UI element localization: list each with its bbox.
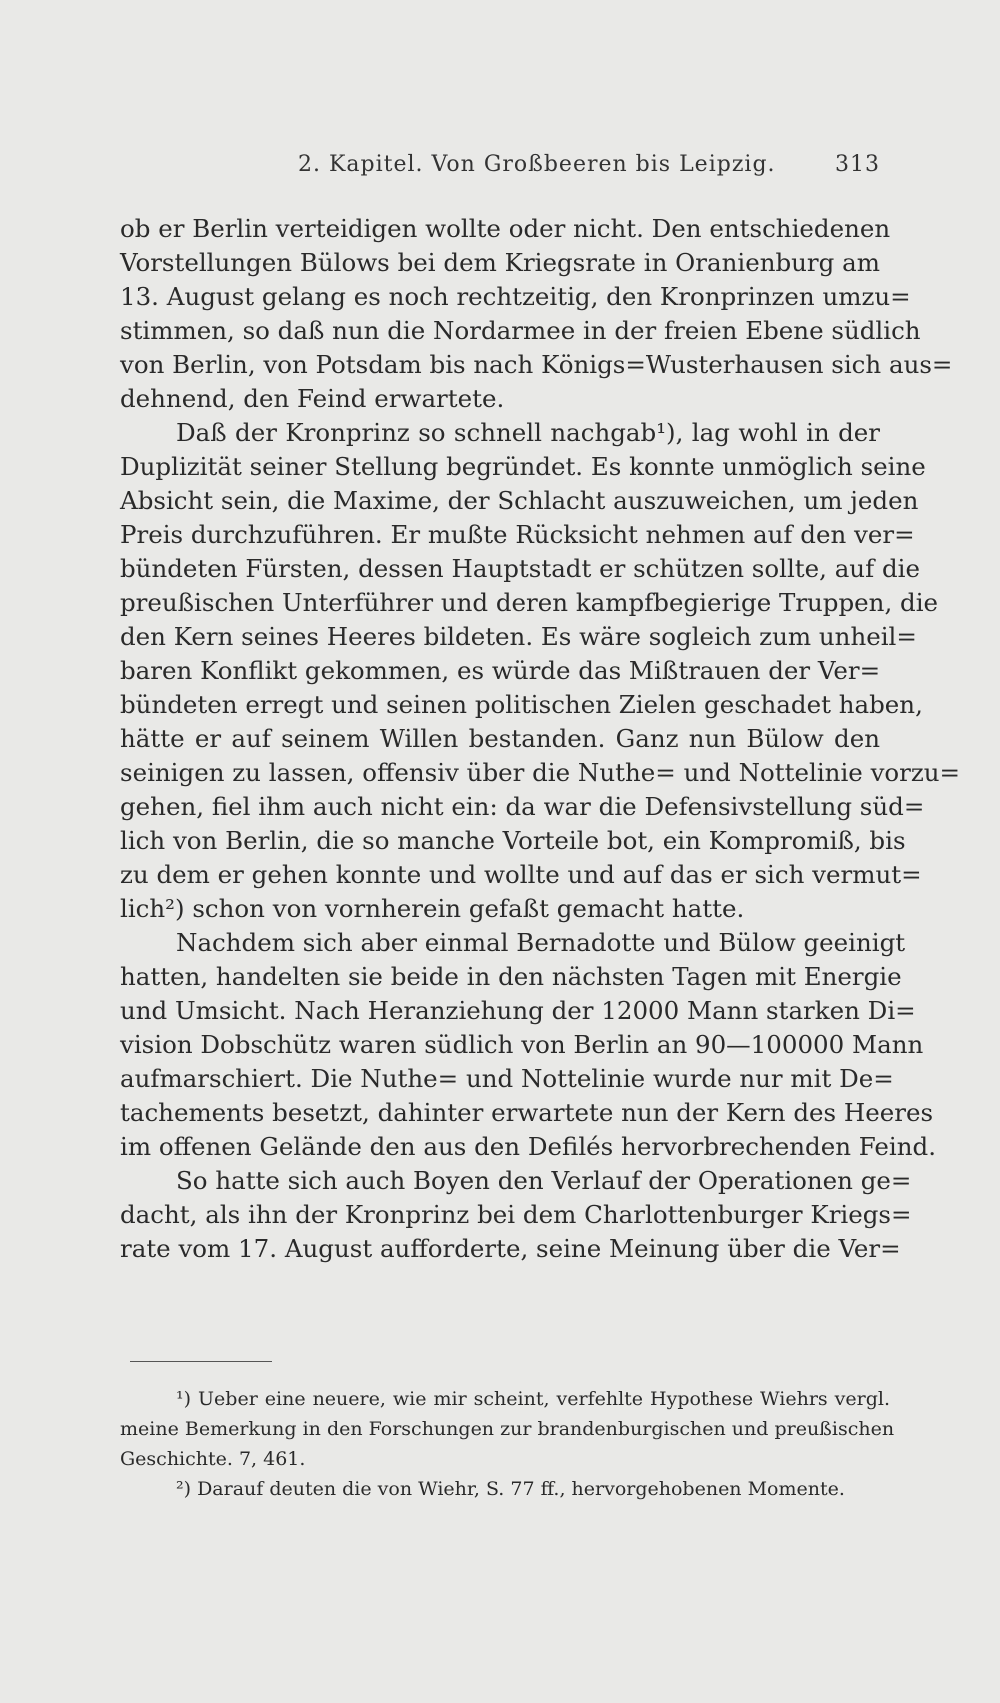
- text-line: Vorstellungen Bülows bei dem Kriegsrate in Oranienburg am: [120, 248, 880, 277]
- text-line: Duplizität seiner Stellung begründet. Es konnte unmöglich seine: [120, 452, 926, 481]
- text-line: 13. August gelang es noch rechtzeitig, den Kronprinzen umzu=: [120, 282, 911, 311]
- text-line: und Umsicht. Nach Heranziehung der 12000 Mann starken Di=: [120, 996, 916, 1025]
- text-line: seinigen zu lassen, offensiv über die Nuthe= und Nottelinie vorzu=: [120, 758, 961, 787]
- text-line: zu dem er gehen konnte und wollte und auf das er sich vermut=: [120, 860, 922, 889]
- text-line: rate vom 17. August aufforderte, seine Meinung über die Ver=: [120, 1234, 901, 1263]
- footnotes: [120, 1384, 895, 1504]
- footnote-line: ¹) Ueber eine neuere, wie mir scheint, verfehlte Hypothese Wiehrs vergl.: [176, 1388, 890, 1410]
- text-line: dacht, als ihn der Kronprinz bei dem Charlottenburger Kriegs=: [120, 1200, 912, 1229]
- text-line: preußischen Unterführer und deren kampfbegierige Truppen, die: [120, 588, 939, 617]
- footnote-line: Geschichte. 7, 461.: [120, 1448, 306, 1470]
- text-line: im offenen Gelände den aus den Defilés hervorbrechenden Feind.: [120, 1132, 937, 1161]
- body-text: [120, 212, 961, 1266]
- text-line: tachements besetzt, dahinter erwartete nun der Kern des Heeres: [120, 1098, 934, 1127]
- text-line: dehnend, den Feind erwartete.: [120, 384, 505, 413]
- text-line: So hatte sich auch Boyen den Verlauf der Operationen ge=: [176, 1166, 912, 1195]
- text-line: stimmen, so daß nun die Nordarmee in der freien Ebene südlich: [120, 316, 921, 345]
- text-line: Preis durchzuführen. Er mußte Rücksicht nehmen auf den ver=: [120, 520, 915, 549]
- footnote-rule: [130, 1361, 272, 1362]
- text-line: von Berlin, von Potsdam bis nach Königs=Wusterhausen sich aus=: [120, 350, 953, 379]
- text-line: baren Konflikt gekommen, es würde das Mißtrauen der Ver=: [120, 656, 881, 685]
- text-line: vision Dobschütz waren südlich von Berlin an 90—100000 Mann: [120, 1030, 924, 1059]
- text-line: bündeten erregt und seinen politischen Zielen geschadet haben,: [120, 690, 923, 719]
- text-line: lich von Berlin, die so manche Vorteile bot, ein Kompromiß, bis: [120, 826, 906, 855]
- text-line: den Kern seines Heeres bildeten. Es wäre sogleich zum unheil=: [120, 622, 917, 651]
- text-line: hätte er auf seinem Willen bestanden. Ganz nun Bülow den: [120, 724, 880, 753]
- page-header: [120, 152, 880, 192]
- page-number: 313: [835, 152, 880, 177]
- footnote-line: meine Bemerkung in den Forschungen zur brandenburgischen und preußischen: [120, 1418, 895, 1440]
- text-line: ob er Berlin verteidigen wollte oder nicht. Den entschiedenen: [120, 214, 891, 243]
- text-line: lich²) schon von vornherein gefaßt gemacht hatte.: [120, 894, 745, 923]
- running-head: 2. Kapitel. Von Großbeeren bis Leipzig.: [298, 152, 776, 177]
- text-line: gehen, fiel ihm auch nicht ein: da war die Defensivstellung süd=: [120, 792, 925, 821]
- text-line: Absicht sein, die Maxime, der Schlacht auszuweichen, um jeden: [120, 486, 919, 515]
- text-line: bündeten Fürsten, dessen Hauptstadt er schützen sollte, auf die: [120, 554, 920, 583]
- text-line: aufmarschiert. Die Nuthe= und Nottelinie wurde nur mit De=: [120, 1064, 894, 1093]
- text-line: Daß der Kronprinz so schnell nachgab¹), lag wohl in der: [176, 418, 880, 447]
- text-line: Nachdem sich aber einmal Bernadotte und Bülow geeinigt: [176, 928, 906, 957]
- text-line: hatten, handelten sie beide in den nächsten Tagen mit Energie: [120, 962, 902, 991]
- footnote-line: ²) Darauf deuten die von Wiehr, S. 77 ff., hervorgehobenen Momente.: [176, 1478, 845, 1500]
